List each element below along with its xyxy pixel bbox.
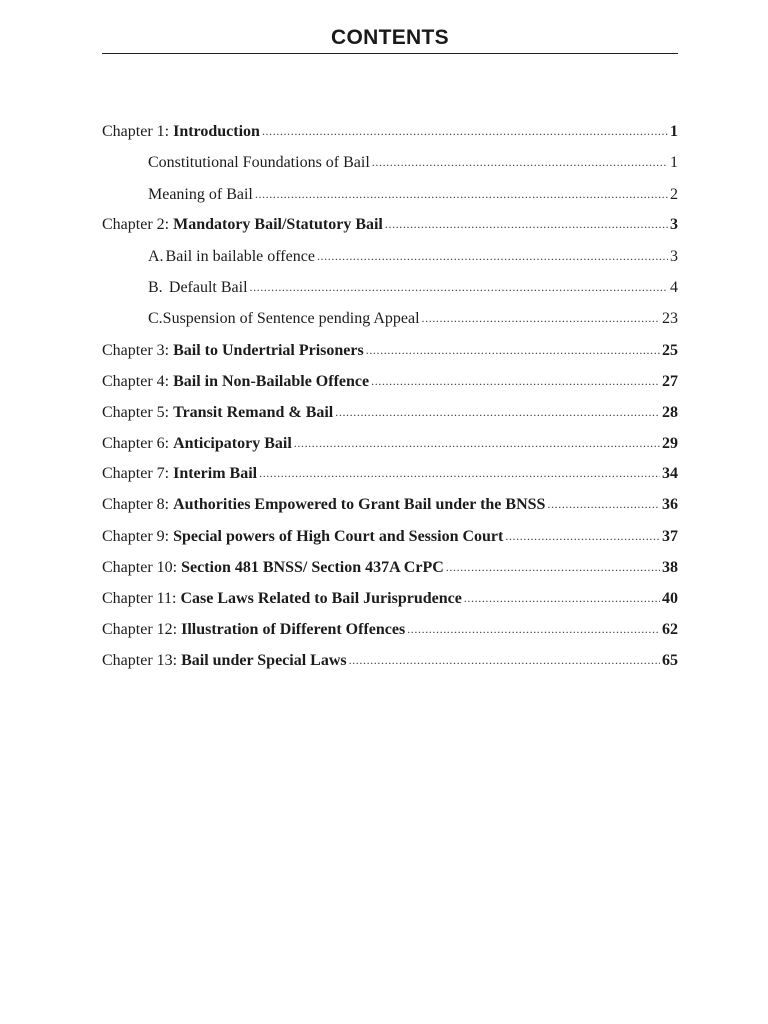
page-number: 38 — [662, 559, 678, 576]
section-letter: A. — [148, 248, 164, 265]
toc-chapter-entry[interactable] — [102, 463, 678, 485]
dot-leader — [335, 401, 660, 423]
chapter-number: Chapter 11: — [102, 590, 177, 607]
page-number: 23 — [662, 310, 678, 327]
dot-leader — [255, 183, 668, 205]
dot-leader — [372, 151, 668, 173]
toc-chapter-entry[interactable] — [102, 121, 678, 143]
dot-leader — [317, 245, 668, 267]
toc-chapter-entry[interactable] — [102, 340, 678, 362]
chapter-number: Chapter 4: — [102, 373, 170, 390]
dot-leader — [464, 587, 660, 609]
section-title: Meaning of Bail — [148, 186, 253, 203]
dot-leader — [250, 276, 668, 298]
section-title: Constitutional Foundations of Bail — [148, 154, 370, 171]
chapter-number: Chapter 12: — [102, 621, 178, 638]
toc-chapter-entry[interactable] — [102, 650, 678, 672]
section-title: Default Bail — [168, 279, 248, 296]
page-number: 29 — [662, 435, 678, 452]
page-number: 3 — [670, 216, 678, 233]
chapter-number: Chapter 9: — [102, 528, 170, 545]
toc-chapter-entry[interactable] — [102, 371, 678, 393]
toc-chapter-entry[interactable] — [102, 619, 678, 641]
page-number: 37 — [662, 528, 678, 545]
toc-chapter-entry[interactable] — [102, 588, 678, 610]
page-number: 62 — [662, 621, 678, 638]
page-number: 28 — [662, 404, 678, 421]
chapter-number: Chapter 7: — [102, 465, 170, 482]
chapter-title: Bail to Undertrial Prisoners — [173, 342, 364, 359]
title-divider — [102, 53, 678, 54]
toc-section-entry[interactable] — [148, 152, 678, 174]
chapter-number: Chapter 13: — [102, 652, 178, 669]
chapter-number: Chapter 6: — [102, 435, 170, 452]
section-title: Bail in bailable offence — [165, 248, 315, 265]
chapter-title: Anticipatory Bail — [173, 435, 292, 452]
dot-leader — [259, 462, 660, 484]
section-letter: C. — [148, 310, 163, 327]
page-number: 1 — [670, 123, 678, 140]
page-number: 4 — [670, 279, 678, 296]
dot-leader — [385, 213, 668, 235]
dot-leader — [422, 307, 660, 329]
page-number: 1 — [670, 154, 678, 171]
page-number: 2 — [670, 186, 678, 203]
toc-section-entry[interactable] — [148, 184, 678, 206]
chapter-title: Bail in Non-Bailable Offence — [173, 373, 370, 390]
section-letter: B. — [148, 279, 163, 296]
page-number: 40 — [662, 590, 678, 607]
chapter-title: Bail under Special Laws — [181, 652, 347, 669]
dot-leader — [446, 556, 660, 578]
chapter-title: Authorities Empowered to Grant Bail under the BNSS — [173, 496, 546, 513]
dot-leader — [505, 525, 660, 547]
page-title: CONTENTS — [331, 26, 449, 49]
toc-chapter-entry[interactable] — [102, 402, 678, 424]
chapter-title: Case Laws Related to Bail Jurisprudence — [180, 590, 462, 607]
chapter-number: Chapter 5: — [102, 404, 170, 421]
chapter-number: Chapter 10: — [102, 559, 178, 576]
chapter-number: Chapter 2: — [102, 216, 170, 233]
toc-chapter-entry[interactable] — [102, 494, 678, 516]
section-title: Suspension of Sentence pending Appeal — [162, 310, 420, 327]
dot-leader — [547, 493, 660, 515]
toc-chapter-entry[interactable] — [102, 214, 678, 236]
page-number: 34 — [662, 465, 678, 482]
chapter-title: Special powers of High Court and Session Court — [173, 528, 504, 545]
chapter-title: Section 481 BNSS/ Section 437A CrPC — [181, 559, 444, 576]
chapter-title: Introduction — [173, 123, 260, 140]
dot-leader — [294, 432, 660, 454]
chapter-title: Interim Bail — [173, 465, 258, 482]
toc-section-entry[interactable] — [148, 308, 678, 330]
toc-chapter-entry[interactable] — [102, 526, 678, 548]
dot-leader — [371, 370, 660, 392]
toc-chapter-entry[interactable] — [102, 433, 678, 455]
dot-leader — [366, 339, 660, 361]
chapter-title: Illustration of Different Offences — [181, 621, 406, 638]
toc-chapter-entry[interactable] — [102, 557, 678, 579]
dot-leader — [349, 649, 660, 671]
page-number: 25 — [662, 342, 678, 359]
chapter-number: Chapter 3: — [102, 342, 170, 359]
page-number: 36 — [662, 496, 678, 513]
toc-section-entry[interactable] — [148, 246, 678, 268]
dot-leader — [407, 618, 660, 640]
page-number: 3 — [670, 248, 678, 265]
toc-section-entry[interactable] — [148, 277, 678, 299]
chapter-number: Chapter 8: — [102, 496, 170, 513]
chapter-title: Mandatory Bail/Statutory Bail — [173, 216, 383, 233]
chapter-title: Transit Remand & Bail — [173, 404, 334, 421]
page-number: 27 — [662, 373, 678, 390]
chapter-number: Chapter 1: — [102, 123, 170, 140]
dot-leader — [262, 120, 668, 142]
page-number: 65 — [662, 652, 678, 669]
